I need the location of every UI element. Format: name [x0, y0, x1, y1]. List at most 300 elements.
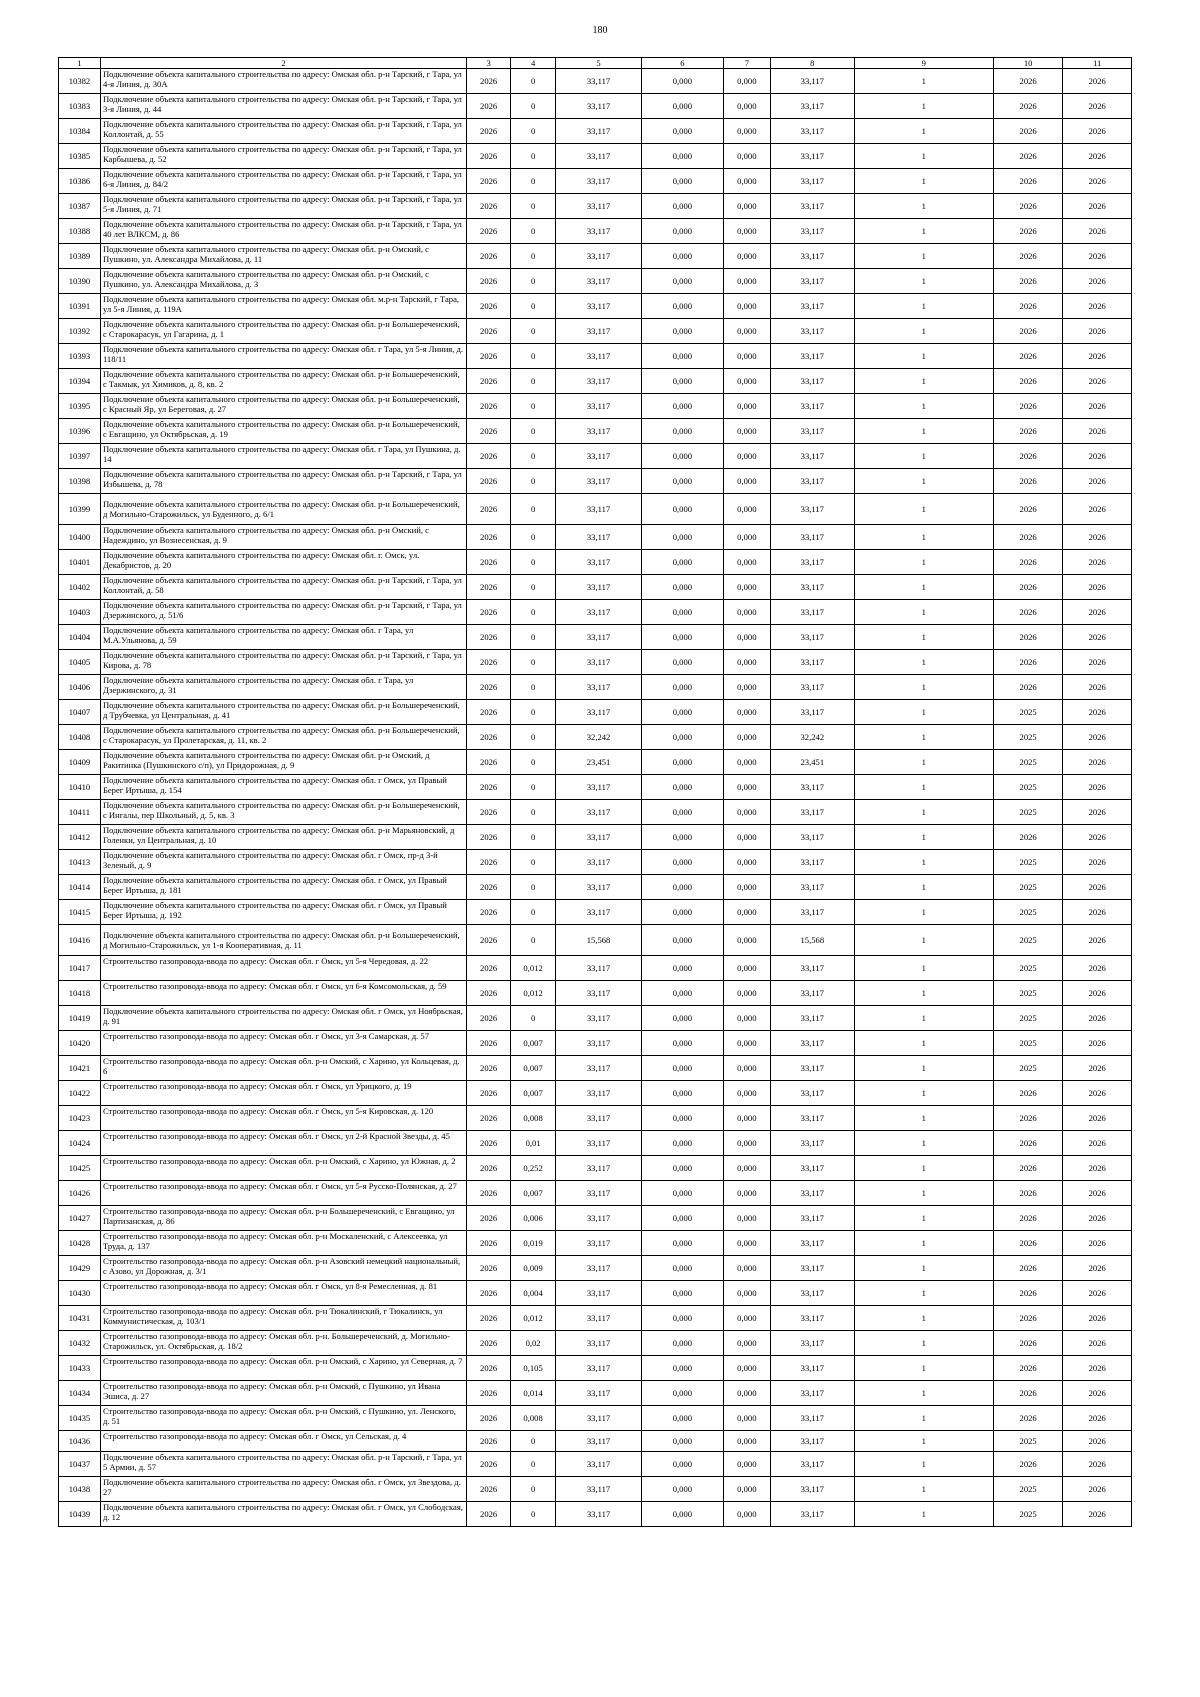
cell-row-number: 10419 [59, 1006, 101, 1031]
cell-description: Подключение объекта капитального строительства по адресу: Омская обл. р-н Большереченский, с Старокарасук, ул Гагарина, д. 1 [100, 319, 466, 344]
cell-start-year: 2026 [993, 469, 1063, 494]
column-header-5: 5 [556, 58, 642, 69]
cell-description: Строительство газопровода-ввода по адресу: Омская обл. р-н Омский, с Харино, ул Северная, д. 7 [100, 1356, 466, 1381]
cell-year: 2026 [467, 956, 511, 981]
cell-cost-total: 33,117 [556, 294, 642, 319]
table-row [59, 1306, 1132, 1331]
cell-cost-c: 33,117 [770, 1031, 854, 1056]
cell-cost-total: 33,117 [556, 956, 642, 981]
cell-cost-total: 33,117 [556, 1006, 642, 1031]
cell-length: 0 [511, 900, 556, 925]
cell-year: 2026 [467, 394, 511, 419]
cell-length: 0 [511, 700, 556, 725]
cell-cost-a: 0,000 [642, 94, 724, 119]
cell-cost-a: 0,000 [642, 419, 724, 444]
column-header-3: 3 [467, 58, 511, 69]
cell-cost-c: 33,117 [770, 1477, 854, 1502]
cell-cost-a: 0,000 [642, 444, 724, 469]
cell-length: 0 [511, 525, 556, 550]
cell-end-year: 2026 [1063, 1406, 1132, 1431]
cell-description: Строительство газопровода-ввода по адресу: Омская обл. г Омск, ул 5-я Русско-Полянская, д. 27 [100, 1181, 466, 1206]
cell-length: 0 [511, 369, 556, 394]
table-row [59, 800, 1132, 825]
table-row [59, 119, 1132, 144]
cell-description: Подключение объекта капитального строительства по адресу: Омская обл. р-н Омский, д Ракитинка (Пушкинского с/п), ул Придорожная, д. 9 [100, 750, 466, 775]
cell-start-year: 2025 [993, 1431, 1063, 1452]
cell-row-number: 10413 [59, 850, 101, 875]
cell-cost-b: 0,000 [723, 650, 770, 675]
cell-cost-a: 0,000 [642, 800, 724, 825]
cell-start-year: 2026 [993, 494, 1063, 525]
cell-row-number: 10438 [59, 1477, 101, 1502]
cell-start-year: 2026 [993, 525, 1063, 550]
cell-year: 2026 [467, 1431, 511, 1452]
cell-start-year: 2025 [993, 1502, 1063, 1527]
cell-cost-c: 33,117 [770, 194, 854, 219]
cell-cost-b: 0,000 [723, 1477, 770, 1502]
cell-cost-total: 33,117 [556, 1502, 642, 1527]
cell-count: 1 [854, 956, 993, 981]
table-body [59, 69, 1132, 1527]
cell-row-number: 10408 [59, 725, 101, 750]
cell-description: Строительство газопровода-ввода по адресу: Омская обл. г Омск, ул 3-я Самарская, д. 57 [100, 1031, 466, 1056]
column-header-4: 4 [511, 58, 556, 69]
cell-cost-b: 0,000 [723, 1331, 770, 1356]
cell-year: 2026 [467, 294, 511, 319]
cell-row-number: 10389 [59, 244, 101, 269]
cell-cost-c: 33,117 [770, 1452, 854, 1477]
cell-cost-b: 0,000 [723, 925, 770, 956]
cell-count: 1 [854, 1381, 993, 1406]
cell-cost-b: 0,000 [723, 1156, 770, 1181]
cell-cost-total: 33,117 [556, 1056, 642, 1081]
table-row [59, 750, 1132, 775]
cell-end-year: 2026 [1063, 900, 1132, 925]
cell-description: Строительство газопровода-ввода по адресу: Омская обл. р-н Большереченский, с Евгащино, ул Партизанская, д. 86 [100, 1206, 466, 1231]
cell-cost-a: 0,000 [642, 1406, 724, 1431]
cell-cost-b: 0,000 [723, 69, 770, 94]
cell-cost-c: 33,117 [770, 294, 854, 319]
cell-start-year: 2025 [993, 956, 1063, 981]
cell-length: 0 [511, 169, 556, 194]
cell-end-year: 2026 [1063, 1331, 1132, 1356]
cell-end-year: 2026 [1063, 1206, 1132, 1231]
cell-cost-a: 0,000 [642, 294, 724, 319]
cell-year: 2026 [467, 1256, 511, 1281]
cell-cost-c: 33,117 [770, 775, 854, 800]
cell-count: 1 [854, 419, 993, 444]
cell-length: 0,007 [511, 1056, 556, 1081]
cell-cost-c: 33,117 [770, 1356, 854, 1381]
cell-cost-a: 0,000 [642, 119, 724, 144]
cell-description: Строительство газопровода-ввода по адресу: Омская обл. р-н Москаленский, с Алексеевка, ул Труда, д. 137 [100, 1231, 466, 1256]
table-row [59, 1231, 1132, 1256]
cell-row-number: 10435 [59, 1406, 101, 1431]
cell-row-number: 10396 [59, 419, 101, 444]
cell-length: 0,252 [511, 1156, 556, 1181]
cell-count: 1 [854, 1356, 993, 1381]
cell-cost-b: 0,000 [723, 219, 770, 244]
cell-year: 2026 [467, 69, 511, 94]
cell-year: 2026 [467, 600, 511, 625]
cell-length: 0 [511, 850, 556, 875]
cell-cost-a: 0,000 [642, 169, 724, 194]
table-row [59, 169, 1132, 194]
table-row [59, 444, 1132, 469]
cell-count: 1 [854, 750, 993, 775]
cell-year: 2026 [467, 850, 511, 875]
cell-cost-c: 33,117 [770, 1381, 854, 1406]
cell-cost-a: 0,000 [642, 1381, 724, 1406]
cell-cost-c: 33,117 [770, 344, 854, 369]
cell-start-year: 2026 [993, 1256, 1063, 1281]
cell-start-year: 2026 [993, 825, 1063, 850]
cell-length: 0 [511, 725, 556, 750]
cell-cost-b: 0,000 [723, 194, 770, 219]
cell-description: Подключение объекта капитального строительства по адресу: Омская обл. р-н Тарский, г Тара, ул 6-я Линия, д. 84/2 [100, 169, 466, 194]
cell-cost-total: 33,117 [556, 394, 642, 419]
cell-end-year: 2026 [1063, 269, 1132, 294]
cell-year: 2026 [467, 94, 511, 119]
cell-description: Подключение объекта капитального строительства по адресу: Омская обл. р-н Тарский, г Тара, ул Избышева, д. 78 [100, 469, 466, 494]
cell-year: 2026 [467, 725, 511, 750]
cell-cost-total: 33,117 [556, 1181, 642, 1206]
cell-cost-b: 0,000 [723, 294, 770, 319]
cell-count: 1 [854, 1081, 993, 1106]
cell-cost-c: 33,117 [770, 1106, 854, 1131]
table-row [59, 775, 1132, 800]
cell-cost-c: 33,117 [770, 369, 854, 394]
table-row [59, 825, 1132, 850]
cell-length: 0,01 [511, 1131, 556, 1156]
cell-count: 1 [854, 294, 993, 319]
cell-end-year: 2026 [1063, 956, 1132, 981]
cell-cost-c: 32,242 [770, 725, 854, 750]
cell-row-number: 10399 [59, 494, 101, 525]
cell-cost-total: 33,117 [556, 1156, 642, 1181]
cell-row-number: 10427 [59, 1206, 101, 1231]
cell-cost-b: 0,000 [723, 1381, 770, 1406]
cell-start-year: 2025 [993, 800, 1063, 825]
cell-cost-b: 0,000 [723, 956, 770, 981]
cell-start-year: 2026 [993, 1306, 1063, 1331]
cell-length: 0,02 [511, 1331, 556, 1356]
cell-cost-c: 33,117 [770, 525, 854, 550]
cell-cost-a: 0,000 [642, 575, 724, 600]
cell-start-year: 2026 [993, 144, 1063, 169]
table-row [59, 600, 1132, 625]
cell-year: 2026 [467, 650, 511, 675]
cell-year: 2026 [467, 575, 511, 600]
cell-count: 1 [854, 700, 993, 725]
cell-year: 2026 [467, 825, 511, 850]
cell-cost-a: 0,000 [642, 675, 724, 700]
cell-count: 1 [854, 1431, 993, 1452]
cell-description: Подключение объекта капитального строительства по адресу: Омская обл. р-н Тарский, г Тара, ул 3-я Линия, д. 44 [100, 94, 466, 119]
cell-cost-b: 0,000 [723, 1452, 770, 1477]
cell-cost-total: 33,117 [556, 494, 642, 525]
cell-year: 2026 [467, 1331, 511, 1356]
cell-description: Подключение объекта капитального строительства по адресу: Омская обл. г Омск, ул Слободская, д. 12 [100, 1502, 466, 1527]
cell-cost-a: 0,000 [642, 775, 724, 800]
cell-count: 1 [854, 1306, 993, 1331]
cell-description: Строительство газопровода-ввода по адресу: Омская обл. р-н. Большереченский, д. Могильно-Старожильск, ул. Октябрьская, д. 18/2 [100, 1331, 466, 1356]
cell-description: Строительство газопровода-ввода по адресу: Омская обл. г Омск, ул 2-й Красной Звезды, д. 45 [100, 1131, 466, 1156]
cell-row-number: 10439 [59, 1502, 101, 1527]
cell-year: 2026 [467, 1477, 511, 1502]
cell-cost-c: 33,117 [770, 1131, 854, 1156]
table-row [59, 981, 1132, 1006]
table-row [59, 1206, 1132, 1231]
cell-end-year: 2026 [1063, 494, 1132, 525]
table-row [59, 419, 1132, 444]
cell-count: 1 [854, 194, 993, 219]
cell-count: 1 [854, 1106, 993, 1131]
cell-end-year: 2026 [1063, 1306, 1132, 1331]
cell-end-year: 2026 [1063, 775, 1132, 800]
cell-year: 2026 [467, 269, 511, 294]
cell-count: 1 [854, 575, 993, 600]
cell-cost-total: 33,117 [556, 1306, 642, 1331]
cell-row-number: 10402 [59, 575, 101, 600]
cell-start-year: 2026 [993, 94, 1063, 119]
cell-cost-c: 33,117 [770, 956, 854, 981]
cell-length: 0 [511, 294, 556, 319]
cell-description: Подключение объекта капитального строительства по адресу: Омская обл. р-н Тарский, г Тара, ул Коллонтай, д. 55 [100, 119, 466, 144]
cell-row-number: 10405 [59, 650, 101, 675]
cell-end-year: 2026 [1063, 1477, 1132, 1502]
cell-end-year: 2026 [1063, 1256, 1132, 1281]
table-row [59, 1256, 1132, 1281]
cell-cost-a: 0,000 [642, 650, 724, 675]
cell-start-year: 2026 [993, 219, 1063, 244]
cell-count: 1 [854, 1331, 993, 1356]
cell-cost-a: 0,000 [642, 1131, 724, 1156]
cell-count: 1 [854, 1502, 993, 1527]
cell-description: Строительство газопровода-ввода по адресу: Омская обл. р-н Азовский немецкий национальный, с Азово, ул Дорожная, д. 3/1 [100, 1256, 466, 1281]
cell-cost-b: 0,000 [723, 1106, 770, 1131]
cell-length: 0 [511, 750, 556, 775]
cell-year: 2026 [467, 344, 511, 369]
cell-cost-total: 33,117 [556, 700, 642, 725]
cell-cost-c: 33,117 [770, 1231, 854, 1256]
cell-year: 2026 [467, 1306, 511, 1331]
cell-cost-c: 33,117 [770, 144, 854, 169]
cell-row-number: 10415 [59, 900, 101, 925]
cell-end-year: 2026 [1063, 1231, 1132, 1256]
cell-row-number: 10398 [59, 469, 101, 494]
column-header-9: 9 [854, 58, 993, 69]
cell-cost-a: 0,000 [642, 625, 724, 650]
cell-cost-c: 33,117 [770, 1206, 854, 1231]
cell-year: 2026 [467, 700, 511, 725]
cell-cost-a: 0,000 [642, 1056, 724, 1081]
cell-year: 2026 [467, 1406, 511, 1431]
cell-start-year: 2026 [993, 675, 1063, 700]
cell-description: Подключение объекта капитального строительства по адресу: Омская обл. р-н Большереченский, д Трубчевка, ул Центральная, д. 41 [100, 700, 466, 725]
cell-row-number: 10433 [59, 1356, 101, 1381]
cell-length: 0 [511, 419, 556, 444]
cell-cost-c: 33,117 [770, 94, 854, 119]
table-row [59, 269, 1132, 294]
cell-count: 1 [854, 469, 993, 494]
cell-start-year: 2026 [993, 294, 1063, 319]
cell-start-year: 2026 [993, 1452, 1063, 1477]
cell-start-year: 2025 [993, 925, 1063, 956]
cell-year: 2026 [467, 169, 511, 194]
cell-cost-total: 33,117 [556, 244, 642, 269]
cell-row-number: 10420 [59, 1031, 101, 1056]
cell-start-year: 2026 [993, 244, 1063, 269]
cell-count: 1 [854, 344, 993, 369]
cell-cost-b: 0,000 [723, 1431, 770, 1452]
cell-cost-c: 33,117 [770, 494, 854, 525]
cell-year: 2026 [467, 775, 511, 800]
table-row [59, 1056, 1132, 1081]
cell-cost-b: 0,000 [723, 394, 770, 419]
cell-cost-a: 0,000 [642, 244, 724, 269]
cell-description: Подключение объекта капитального строительства по адресу: Омская обл. р-н Большереченский, с Такмык, ул Химиков, д. 8, кв. 2 [100, 369, 466, 394]
cell-end-year: 2026 [1063, 1356, 1132, 1381]
cell-cost-total: 33,117 [556, 981, 642, 1006]
cell-cost-b: 0,000 [723, 1306, 770, 1331]
cell-cost-c: 33,117 [770, 1181, 854, 1206]
cell-cost-a: 0,000 [642, 469, 724, 494]
cell-end-year: 2026 [1063, 444, 1132, 469]
cell-cost-b: 0,000 [723, 675, 770, 700]
cell-length: 0 [511, 144, 556, 169]
cell-row-number: 10395 [59, 394, 101, 419]
cell-length: 0 [511, 650, 556, 675]
table-row [59, 875, 1132, 900]
cell-cost-a: 0,000 [642, 900, 724, 925]
cell-row-number: 10386 [59, 169, 101, 194]
cell-description: Подключение объекта капитального строительства по адресу: Омская обл. р-н Омский, с Надеждино, ул Вознесенская, д. 9 [100, 525, 466, 550]
cell-cost-c: 33,117 [770, 850, 854, 875]
cell-length: 0,008 [511, 1106, 556, 1131]
cell-cost-c: 33,117 [770, 875, 854, 900]
cell-year: 2026 [467, 494, 511, 525]
cell-cost-c: 33,117 [770, 219, 854, 244]
cell-end-year: 2026 [1063, 119, 1132, 144]
cell-row-number: 10422 [59, 1081, 101, 1106]
cell-start-year: 2026 [993, 269, 1063, 294]
cell-description: Подключение объекта капитального строительства по адресу: Омская обл. г Омск, пр-д 3-й Зеленый, д. 9 [100, 850, 466, 875]
cell-end-year: 2026 [1063, 1081, 1132, 1106]
cell-count: 1 [854, 444, 993, 469]
cell-start-year: 2025 [993, 875, 1063, 900]
cell-row-number: 10426 [59, 1181, 101, 1206]
cell-cost-total: 33,117 [556, 1452, 642, 1477]
cell-end-year: 2026 [1063, 1156, 1132, 1181]
cell-description: Подключение объекта капитального строительства по адресу: Омская обл. р-н Большереченский, с Евгащино, ул Октябрьская, д. 19 [100, 419, 466, 444]
table-row [59, 1381, 1132, 1406]
cell-cost-a: 0,000 [642, 1031, 724, 1056]
table-row [59, 1331, 1132, 1356]
cell-row-number: 10397 [59, 444, 101, 469]
cell-cost-b: 0,000 [723, 1502, 770, 1527]
cell-count: 1 [854, 244, 993, 269]
table-row [59, 94, 1132, 119]
cell-row-number: 10416 [59, 925, 101, 956]
cell-end-year: 2026 [1063, 675, 1132, 700]
cell-count: 1 [854, 875, 993, 900]
cell-cost-c: 33,117 [770, 319, 854, 344]
cell-length: 0 [511, 269, 556, 294]
cell-end-year: 2026 [1063, 244, 1132, 269]
cell-cost-a: 0,000 [642, 219, 724, 244]
table-row [59, 675, 1132, 700]
cell-row-number: 10432 [59, 1331, 101, 1356]
cell-end-year: 2026 [1063, 169, 1132, 194]
table-row [59, 925, 1132, 956]
data-table [58, 57, 1132, 1527]
cell-end-year: 2026 [1063, 750, 1132, 775]
cell-year: 2026 [467, 1106, 511, 1131]
cell-count: 1 [854, 1031, 993, 1056]
cell-start-year: 2025 [993, 850, 1063, 875]
cell-cost-c: 33,117 [770, 1081, 854, 1106]
cell-cost-c: 33,117 [770, 419, 854, 444]
cell-row-number: 10423 [59, 1106, 101, 1131]
cell-count: 1 [854, 1156, 993, 1181]
table-row [59, 1406, 1132, 1431]
cell-end-year: 2026 [1063, 1281, 1132, 1306]
cell-year: 2026 [467, 1181, 511, 1206]
cell-year: 2026 [467, 469, 511, 494]
cell-cost-a: 0,000 [642, 750, 724, 775]
cell-cost-total: 33,117 [556, 800, 642, 825]
cell-cost-b: 0,000 [723, 1056, 770, 1081]
cell-count: 1 [854, 94, 993, 119]
cell-description: Подключение объекта капитального строительства по адресу: Омская обл. г Тара, ул М.А.Ульянова, д. 59 [100, 625, 466, 650]
cell-start-year: 2026 [993, 119, 1063, 144]
cell-cost-total: 33,117 [556, 1477, 642, 1502]
cell-end-year: 2026 [1063, 725, 1132, 750]
cell-cost-c: 33,117 [770, 1006, 854, 1031]
cell-start-year: 2025 [993, 900, 1063, 925]
cell-cost-b: 0,000 [723, 1281, 770, 1306]
cell-start-year: 2026 [993, 444, 1063, 469]
cell-cost-b: 0,000 [723, 725, 770, 750]
cell-description: Подключение объекта капитального строительства по адресу: Омская обл. г Омск, ул Правый Берег Иртыша, д. 192 [100, 900, 466, 925]
cell-year: 2026 [467, 1156, 511, 1181]
cell-cost-total: 33,117 [556, 1356, 642, 1381]
cell-description: Подключение объекта капитального строительства по адресу: Омская обл. м.р-н Тарский, г Тара, ул 5-я Линия, д. 119А [100, 294, 466, 319]
cell-start-year: 2026 [993, 1231, 1063, 1256]
cell-cost-b: 0,000 [723, 169, 770, 194]
cell-start-year: 2026 [993, 394, 1063, 419]
cell-description: Строительство газопровода-ввода по адресу: Омская обл. р-н Омский, с Пушкино, ул. Ленского, д. 51 [100, 1406, 466, 1431]
cell-length: 0 [511, 344, 556, 369]
cell-start-year: 2025 [993, 1056, 1063, 1081]
cell-description: Подключение объекта капитального строительства по адресу: Омская обл. г Омск, ул Ноябрьская, д. 91 [100, 1006, 466, 1031]
cell-cost-a: 0,000 [642, 494, 724, 525]
cell-cost-b: 0,000 [723, 550, 770, 575]
cell-cost-total: 33,117 [556, 1206, 642, 1231]
cell-row-number: 10430 [59, 1281, 101, 1306]
cell-cost-total: 33,117 [556, 600, 642, 625]
cell-cost-total: 33,117 [556, 69, 642, 94]
cell-row-number: 10414 [59, 875, 101, 900]
cell-count: 1 [854, 1056, 993, 1081]
cell-cost-total: 33,117 [556, 550, 642, 575]
cell-start-year: 2026 [993, 650, 1063, 675]
cell-length: 0 [511, 494, 556, 525]
cell-cost-a: 0,000 [642, 194, 724, 219]
cell-cost-total: 33,117 [556, 219, 642, 244]
cell-length: 0,012 [511, 956, 556, 981]
